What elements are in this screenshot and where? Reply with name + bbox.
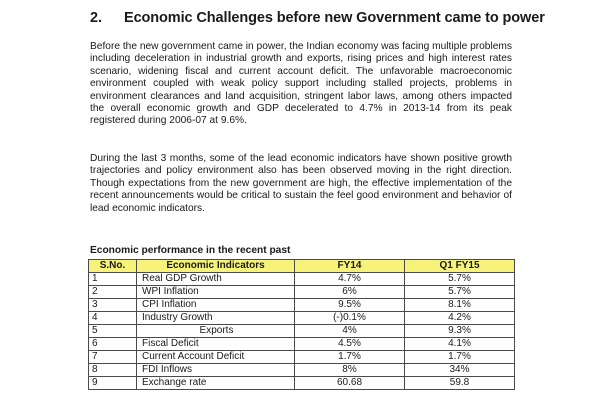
cell-indicator: Real GDP Growth: [137, 273, 295, 286]
cell-q1fy15: 59.8: [405, 377, 515, 390]
table-header-row: [89, 260, 515, 273]
cell-fy14: 1.7%: [295, 351, 405, 364]
cell-sno: 2: [89, 286, 137, 299]
cell-fy14: 4.5%: [295, 338, 405, 351]
table-row: [89, 286, 515, 299]
section-heading: [90, 10, 570, 26]
table-row: [89, 338, 515, 351]
cell-q1fy15: 34%: [405, 364, 515, 377]
header-fy14: FY14: [295, 260, 405, 273]
economic-performance-table: [88, 259, 515, 390]
table-title: Economic performance in the recent past: [90, 245, 291, 256]
section-number: 2.: [90, 10, 102, 26]
cell-sno: 4: [89, 312, 137, 325]
cell-q1fy15: 8.1%: [405, 299, 515, 312]
cell-sno: 3: [89, 299, 137, 312]
cell-indicator: CPI Inflation: [137, 299, 295, 312]
cell-fy14: 8%: [295, 364, 405, 377]
cell-fy14: 6%: [295, 286, 405, 299]
table-row: [89, 273, 515, 286]
table-row: [89, 325, 515, 338]
cell-sno: 9: [89, 377, 137, 390]
cell-indicator: FDI Inflows: [137, 364, 295, 377]
cell-fy14: 9.5%: [295, 299, 405, 312]
table-row: [89, 377, 515, 390]
cell-fy14: 4.7%: [295, 273, 405, 286]
cell-q1fy15: 4.2%: [405, 312, 515, 325]
cell-q1fy15: 1.7%: [405, 351, 515, 364]
cell-indicator: Exports: [137, 325, 295, 338]
cell-q1fy15: 5.7%: [405, 286, 515, 299]
table-row: [89, 299, 515, 312]
cell-sno: 5: [89, 325, 137, 338]
cell-sno: 6: [89, 338, 137, 351]
cell-indicator: Fiscal Deficit: [137, 338, 295, 351]
paragraph: Before the new government came in power, the Indian economy was facing multiple problems including deceleration in industrial growth and exports, rising prices and high interest rates scenario, widening fiscal and current account deficit. The unfavorable macroeconomic environment coupled with weak policy support including stalled projects, problems in environment clearances and land acquisition, stringent labor laws, among others impacted the overall economic growth and GDP decelerated to 4.7% in 2013-14 from its peak registered during 2006-07 at 9.6%.: [90, 41, 512, 127]
header-indicator: Economic Indicators: [137, 260, 295, 273]
cell-q1fy15: 4.1%: [405, 338, 515, 351]
cell-indicator: Current Account Deficit: [137, 351, 295, 364]
cell-sno: 8: [89, 364, 137, 377]
cell-q1fy15: 9.3%: [405, 325, 515, 338]
cell-sno: 7: [89, 351, 137, 364]
cell-indicator: Industry Growth: [137, 312, 295, 325]
section-title: Economic Challenges before new Government came to power: [124, 10, 545, 26]
table-row: [89, 351, 515, 364]
cell-fy14: 4%: [295, 325, 405, 338]
cell-fy14: (-)0.1%: [295, 312, 405, 325]
header-q1fy15: Q1 FY15: [405, 260, 515, 273]
cell-fy14: 60.68: [295, 377, 405, 390]
paragraph: During the last 3 months, some of the lead economic indicators have shown positive growth trajectories and policy environment also has been observed moving in the right direction. Though expectations from the new government are high, the effective implementation of the recent announcements would be critical to sustain the feel good environment and behavior of lead economic indicators.: [90, 153, 512, 214]
cell-indicator: Exchange rate: [137, 377, 295, 390]
cell-indicator: WPI Inflation: [137, 286, 295, 299]
table-row: [89, 364, 515, 377]
cell-q1fy15: 5.7%: [405, 273, 515, 286]
table-row: [89, 312, 515, 325]
header-sno: S.No.: [89, 260, 137, 273]
cell-sno: 1: [89, 273, 137, 286]
